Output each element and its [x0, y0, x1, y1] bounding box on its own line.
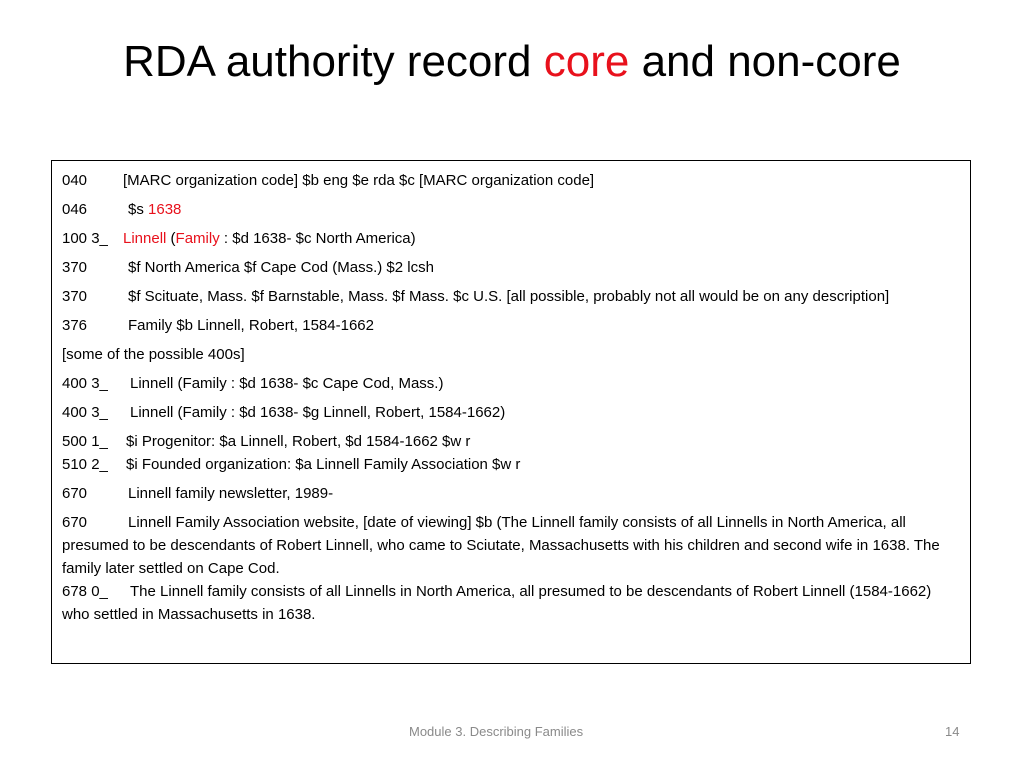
record-line-370-b: 370 $f Scituate, Mass. $f Barnstable, Mass. $f Mass. $c U.S. [all possible, probably not all would be on any description] — [62, 288, 890, 305]
title-part-1: RDA authority record — [123, 37, 544, 86]
record-line-400-heading: [some of the possible 400s] — [62, 346, 245, 363]
authority-record-box — [51, 160, 971, 664]
record-line-400-b: 400 3_ Linnell (Family : $d 1638- $g Linnell, Robert, 1584-1662) — [62, 404, 506, 421]
record-line-670-b: 670 Linnell Family Association website, [date of viewing] $b (The Linnell family consists of all Linnells in North America, all presumed to be descendants of Robert Linnell, who came to Sciutate, Massachusetts with his children and second wife in 1638. The family later settled on Cape Cod. — [62, 514, 940, 577]
footer-module-label: Module 3. Describing Families — [409, 724, 584, 739]
record-line-100: 100 3_ Linnell (Family : $d 1638- $c North America) — [62, 230, 416, 247]
title-core-highlight: core — [543, 37, 630, 86]
record-line-370-a: 370 $f North America $f Cape Cod (Mass.) $2 lcsh — [62, 259, 434, 276]
record-line-500: 500 1_ $i Progenitor: $a Linnell, Robert, $d 1584-1662 $w r — [62, 433, 471, 450]
record-line-046: 046 $s 1638 — [62, 201, 182, 218]
footer-page-number: 14 — [945, 724, 960, 739]
record-line-400-a: 400 3_ Linnell (Family : $d 1638- $c Cape Cod, Mass.) — [62, 375, 444, 392]
record-line-376: 376 Family $b Linnell, Robert, 1584-1662 — [62, 317, 374, 334]
record-line-678: 678 0_ The Linnell family consists of all Linnells in North America, all presumed to be descendants of Robert Linnell (1584-1662) who settled in Massachusetts in 1638. — [62, 583, 932, 623]
slide-title — [60, 34, 964, 90]
record-line-510: 510 2_ $i Founded organization: $a Linnell Family Association $w r — [62, 456, 521, 473]
title-part-3: and non-core — [629, 37, 901, 86]
record-line-040: 040 [MARC organization code] $b eng $e rda $c [MARC organization code] — [62, 172, 595, 189]
record-line-670-a: 670 Linnell family newsletter, 1989- — [62, 485, 334, 502]
